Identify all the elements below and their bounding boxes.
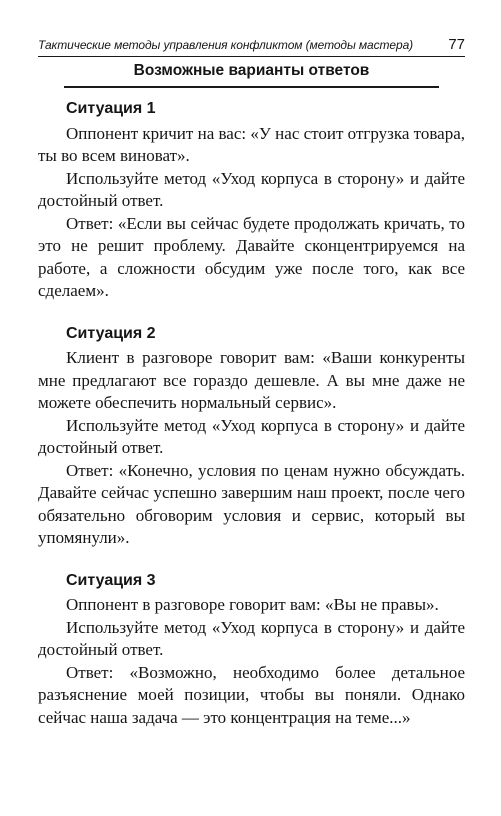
situation-heading: Ситуация 1 <box>66 100 156 117</box>
page-number: 77 <box>448 36 465 53</box>
situation-3 <box>38 570 465 730</box>
situation-instruction: Используйте метод «Уход корпуса в сторону» и дайте достойный ответ. <box>38 168 465 210</box>
situation-heading: Ситуация 3 <box>66 571 156 589</box>
situation-2 <box>38 323 465 550</box>
section-title: Возможные варианты ответов <box>64 62 439 88</box>
page-body <box>38 98 465 749</box>
situation-statement: Клиент в разговоре говорит вам: «Ваши конкуренты мне предлагают все гораздо дешевле. А вы мне даже не можете обеспечить нормальный сервис». <box>38 348 465 412</box>
situation-1 <box>38 98 465 303</box>
running-header-title: Тактические методы управления конфликтом (методы мастера) <box>38 38 414 52</box>
situation-instruction: Используйте метод «Уход корпуса в сторону» и дайте достойный ответ. <box>38 415 465 457</box>
situation-heading: Ситуация 2 <box>66 324 156 342</box>
situation-answer: Ответ: «Конечно, условия по ценам нужно обсуждать. Давайте сейчас успешно завершим наш проект, после чего обязательно обговорим условия и сервис, который вы упомянули». <box>38 460 465 547</box>
situation-instruction: Используйте метод «Уход корпуса в сторону» и дайте достойный ответ. <box>38 617 465 659</box>
running-header <box>38 34 465 57</box>
situation-answer: Ответ: «Возможно, необходимо более детальное разъяснение моей позиции, чтобы вы поняли. Однако сейчас наша задача — это концентрация на теме...» <box>38 662 465 727</box>
situation-answer: Ответ: «Если вы сейчас будете продолжать кричать, то это не решит проблему. Давайте сконцентрируемся на работе, а сложности обсудим уже после того, как все сделаем». <box>38 213 465 300</box>
situation-statement: Оппонент кричит на вас: «У нас стоит отгрузка товара, ты во всем виноват». <box>38 123 465 165</box>
situation-statement: Оппонент в разговоре говорит вам: «Вы не правы». <box>66 595 439 614</box>
